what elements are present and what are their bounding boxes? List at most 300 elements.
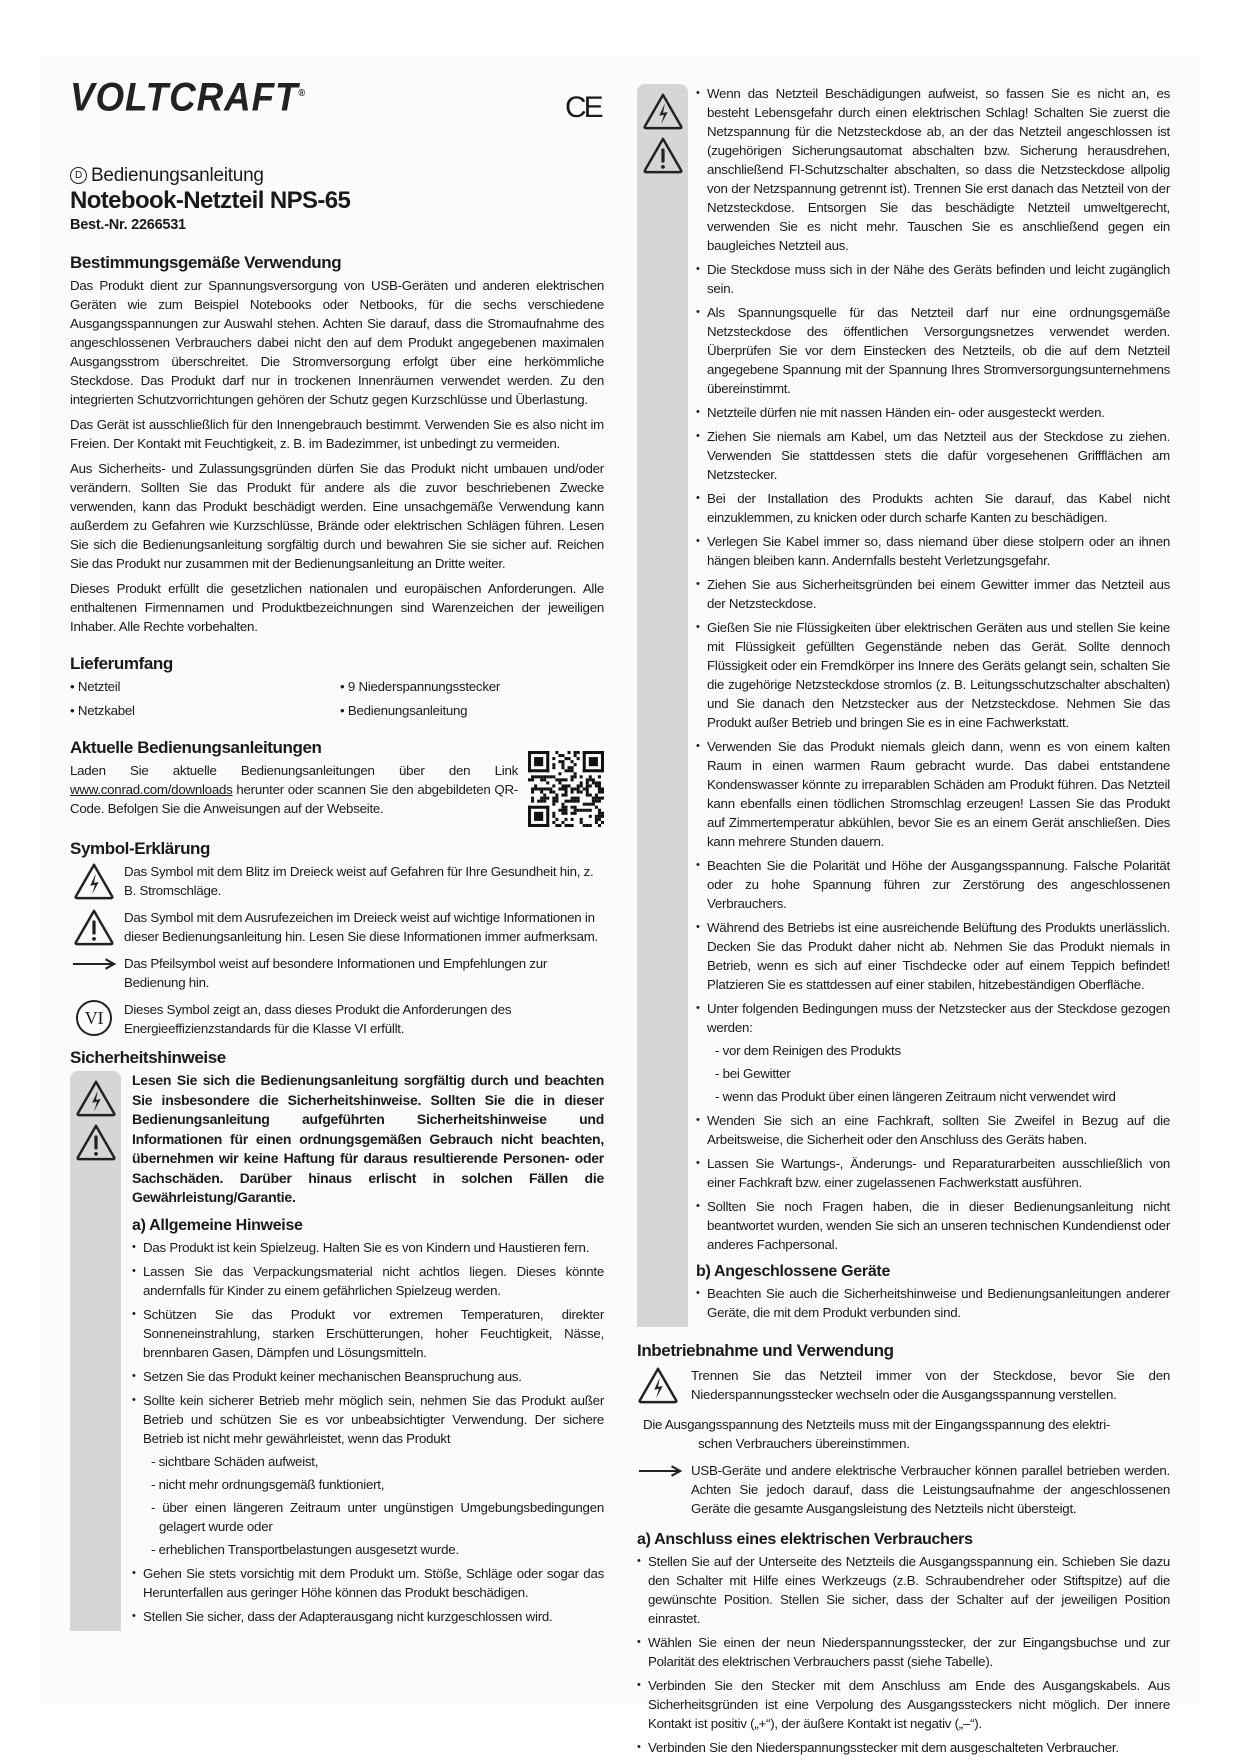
qr-module bbox=[546, 787, 549, 790]
list-item-text: Verwenden Sie das Produkt niemals gleich dann, wenn es von einem kalten Raum in einen warmen Raum gebracht wurde. Das dabei entstandene Kondenswasser könnte zu irreparablen Schäden am Produkt führen. Das Netzteil kann ebenfalls einen tödlichen Stromschlag erzeugen! Lassen Sie das Produkt auf Zimmertemperatur abkühlen, bevor Sie es an einem Gerät anschließen. Dies kann mehrere Stunden dauern. bbox=[707, 739, 1170, 849]
qr-module bbox=[534, 784, 537, 787]
qr-module bbox=[564, 794, 567, 797]
qr-module bbox=[598, 815, 601, 818]
qr-module bbox=[561, 754, 564, 757]
qr-module bbox=[561, 778, 564, 781]
qr-module bbox=[571, 818, 574, 821]
qr-module bbox=[586, 824, 589, 827]
qr-module bbox=[589, 784, 592, 787]
list-item bbox=[696, 532, 1170, 570]
qr-module bbox=[595, 806, 598, 809]
qr-module bbox=[589, 809, 592, 812]
qr-module bbox=[589, 757, 598, 766]
qr-module bbox=[583, 751, 586, 772]
list-item-text: Während des Betriebs ist eine ausreichende Belüftung des Produkts unerlässlich. Decken Sie das Produkt daher nicht ab. Nehmen Sie das Produkt niemals in Betrieb, wenn es sich auf einer Tischdecke oder auf einem Teppich befindet! Platzieren Sie es stattdessen auf einer stabilen, hitzebeständigen Oberfläche. bbox=[707, 920, 1170, 992]
list-item bbox=[637, 1552, 1170, 1628]
qr-module bbox=[552, 821, 555, 824]
qr-module bbox=[598, 809, 601, 812]
qr-module bbox=[552, 800, 555, 803]
section-heading-operation: Inbetriebnahme und Verwendung bbox=[637, 1341, 894, 1360]
qr-module bbox=[598, 784, 601, 787]
qr-module bbox=[583, 787, 586, 790]
qr-module bbox=[552, 775, 555, 778]
qr-module bbox=[580, 818, 583, 821]
qr-module bbox=[540, 791, 543, 794]
qr-module bbox=[555, 800, 558, 803]
qr-module bbox=[583, 751, 604, 754]
list-item-text: Gießen Sie nie Flüssigkeiten über elektrischen Geräten aus und stellen Sie keine mit Flüssigkeit gefüllten Gegenstände neben das Gerät. Sollte dennoch Flüssigkeit oder ein Fremdkörper ins Innere des Geräts gelangt sein, schalten Sie die zugehörige Netzsteckdose stromlos (z. B. Leitungsschutzschalter abschalten) und Sie danach den Netzstecker aus der Netzsteckdose. Nehmen Sie das Produkt außer Betrieb und bringen Sie es in eine Fachwerkstatt. bbox=[707, 620, 1170, 730]
qr-module bbox=[574, 797, 577, 800]
list-item-text: Ziehen Sie niemals am Kabel, um das Netzteil aus der Steckdose zu ziehen. Verwenden Sie stattdessen stets die dafür vorgesehenen Griffflächen am Netzstecker. bbox=[707, 429, 1170, 482]
manuals-text bbox=[70, 761, 518, 821]
qr-module bbox=[580, 821, 583, 824]
qr-module bbox=[561, 787, 564, 790]
qr-module bbox=[586, 809, 589, 812]
list-item bbox=[696, 403, 1170, 422]
qr-module bbox=[574, 763, 577, 766]
list-item bbox=[132, 1607, 604, 1626]
section-heading-symbols: Symbol-Erklärung bbox=[70, 839, 211, 858]
delivery-item: • Netzteil bbox=[70, 677, 340, 696]
qr-module bbox=[595, 781, 598, 784]
qr-module bbox=[534, 812, 543, 821]
qr-module bbox=[564, 791, 567, 794]
qr-module bbox=[558, 787, 561, 790]
qr-module bbox=[586, 778, 589, 781]
qr-module bbox=[589, 778, 592, 781]
qr-module bbox=[564, 778, 567, 781]
delivery-item: • Netzkabel bbox=[70, 701, 340, 720]
qr-module bbox=[571, 760, 574, 763]
qr-module bbox=[552, 763, 555, 766]
list-item-text: Stellen Sie sicher, dass der Adapterausgang nicht kurzgeschlossen wird. bbox=[143, 1608, 553, 1624]
qr-module bbox=[531, 775, 534, 778]
qr-module bbox=[552, 791, 555, 794]
qr-module bbox=[561, 821, 564, 824]
section-heading-manuals: Aktuelle Bedienungsanleitungen bbox=[70, 738, 322, 757]
list-item bbox=[696, 618, 1170, 732]
general-notes-list-continued bbox=[696, 84, 1170, 1254]
arrow-icon bbox=[637, 1464, 683, 1478]
qr-module bbox=[574, 751, 577, 754]
list-item-text: Beachten Sie die Polarität und Höhe der Ausgangsspannung. Falsche Polarität oder zu hohe Spannung führen zur Zerstörung des angeschlossenen Verbrauchers. bbox=[707, 858, 1170, 911]
energy-class-vi-icon: VI bbox=[76, 1000, 112, 1036]
section-heading-safety: Sicherheitshinweise bbox=[70, 1048, 226, 1067]
list-item-text: Lassen Sie Wartungs-, Änderungs- und Reparaturarbeiten ausschließlich von einer Fachkraft bzw. einer zugelassenen Fachwerkstatt ausführen. bbox=[707, 1156, 1170, 1190]
qr-module bbox=[558, 824, 561, 827]
qr-module bbox=[561, 809, 564, 812]
sub-list-item: - erheblichen Transportbelastungen ausgesetzt wurde. bbox=[151, 1541, 459, 1557]
list-item bbox=[696, 1284, 1170, 1322]
qr-module bbox=[580, 791, 583, 794]
qr-module bbox=[568, 757, 571, 760]
qr-module bbox=[568, 824, 571, 827]
qr-module bbox=[546, 775, 549, 778]
qr-module bbox=[531, 800, 534, 803]
exclamation-triangle-icon bbox=[642, 136, 684, 174]
qr-module bbox=[561, 784, 564, 787]
qr-module bbox=[571, 824, 574, 827]
qr-module bbox=[531, 778, 534, 781]
list-item bbox=[637, 1738, 1170, 1757]
qr-module bbox=[601, 797, 604, 800]
qr-module bbox=[595, 815, 598, 818]
qr-module bbox=[577, 800, 580, 803]
symbol-item bbox=[70, 908, 604, 946]
sub-list bbox=[143, 1452, 604, 1559]
warning-text: Trennen Sie das Netzteil immer von der Steckdose, bevor Sie den Niederspannungsstecker wechseln oder die Ausgangsspannung verstellen. bbox=[691, 1368, 1170, 1402]
qr-module bbox=[595, 784, 598, 787]
qr-module bbox=[598, 818, 601, 821]
subheading-connect: a) Anschluss eines elektrischen Verbrauchers bbox=[637, 1531, 973, 1548]
qr-module bbox=[543, 778, 546, 781]
qr-module bbox=[564, 787, 567, 790]
qr-module bbox=[546, 797, 549, 800]
qr-module bbox=[564, 824, 567, 827]
operation-section bbox=[637, 1341, 1170, 1757]
qr-module bbox=[571, 797, 574, 800]
qr-module bbox=[586, 781, 589, 784]
manuals-text-before: Laden Sie aktuelle Bedienungsanleitungen über den Link bbox=[70, 763, 518, 778]
qr-module bbox=[564, 757, 567, 760]
page-title: Notebook-Netzteil NPS-65 bbox=[70, 187, 351, 214]
list-item bbox=[696, 856, 1170, 913]
qr-module bbox=[580, 809, 583, 812]
exclamation-triangle-icon bbox=[75, 1123, 117, 1161]
qr-module bbox=[537, 775, 540, 778]
ce-mark: CE bbox=[565, 91, 601, 124]
operation-note bbox=[637, 1415, 1170, 1453]
qr-module bbox=[574, 812, 577, 815]
qr-module bbox=[552, 766, 555, 769]
qr-module bbox=[540, 797, 543, 800]
paragraph: Aus Sicherheits- und Zulassungsgründen dürfen Sie das Produkt nicht umbauen und/oder verändern. Sollten Sie das Produkt für andere als die zuvor beschriebenen Zwecke verwenden, kann das Produkt beschädigt werden. Eine unsachgemäße Verwendung kann außerdem zu Gefahren wie Kurzschlüsse, Brände oder elektrischen Schlägen führen. Lesen Sie sich die Bedienungsanleitung sorgfältig durch und bewahren Sie sie sicher auf. Reichen Sie das Produkt nur zusammen mit der Bedienungsanleitung an Dritte weiter. bbox=[70, 461, 604, 571]
qr-module bbox=[528, 751, 531, 772]
qr-module bbox=[571, 778, 574, 781]
qr-module bbox=[528, 751, 549, 754]
qr-module bbox=[528, 824, 549, 827]
sub-list-item: - nicht mehr ordnungsgemäß funktioniert, bbox=[151, 1476, 385, 1492]
qr-module bbox=[564, 800, 567, 803]
operation-warning bbox=[637, 1366, 1170, 1409]
list-item bbox=[132, 1367, 604, 1386]
symbol-description: Das Symbol mit dem Blitz im Dreieck weist auf Gefahren für Ihre Gesundheit hin, z. B. Stromschläge. bbox=[124, 864, 594, 898]
qr-module bbox=[564, 784, 567, 787]
list-item bbox=[696, 999, 1170, 1106]
list-item-text: Wählen Sie einen der neun Niederspannungsstecker, der zur Eingangsbuchse und zur Polarität des elektrischen Verbrauchers passt (siehe Tabelle). bbox=[648, 1635, 1170, 1669]
qr-module bbox=[571, 791, 574, 794]
qr-module bbox=[586, 787, 589, 790]
sub-list-item: - über einen längeren Zeitraum unter ungünstigen Umgebungsbedingungen gelagert wurde oder bbox=[151, 1499, 604, 1534]
list-item-text: Wenn das Netzteil Beschädigungen aufweist, so fassen Sie es nicht an, es besteht Lebensgefahr durch einen elektrischen Schlag! Schalten Sie zuerst die Netzspannung für die Netzsteckdose ab, an der das Netzteil angeschlossen ist (zugehörigen Sicherungsautomat abschalten bzw. Sicherung herausdrehen, anschließend FI-Schutzschalter abschalten, so dass die Netzsteckdose allpolig von der Netzspannung getrennt ist). Trennen Sie erst danach das Netzteil von der Netzsteckdose. Entsorgen Sie das beschädigte Netzteil umweltgerecht, verwenden Sie es nicht mehr. Tauschen Sie es anschließend gegen ein baugleiches Netzteil aus. bbox=[707, 86, 1170, 253]
qr-module bbox=[598, 775, 601, 778]
qr-module bbox=[564, 806, 567, 809]
qr-module bbox=[543, 775, 546, 778]
qr-module bbox=[552, 784, 555, 787]
list-item-text: Sollten Sie noch Fragen haben, die in dieser Bedienungsanleitung nicht beantwortet wurden, wenden Sie sich an unseren technischen Kundendienst oder anderes Fachpersonal. bbox=[707, 1199, 1170, 1252]
qr-module bbox=[564, 809, 567, 812]
qr-module bbox=[571, 775, 574, 778]
qr-module bbox=[531, 791, 534, 794]
qr-module bbox=[586, 784, 589, 787]
qr-module bbox=[574, 806, 577, 809]
sub-list-item: - vor dem Reinigen des Produkts bbox=[715, 1043, 901, 1058]
qr-module bbox=[595, 818, 598, 821]
qr-module bbox=[543, 794, 546, 797]
list-item-text: Als Spannungsquelle für das Netzteil darf nur eine ordnungsgemäße Netzsteckdose des öffentlichen Versorgungsnetzes verwendet werden. Überprüfen Sie vor dem Einstecken des Netzteils, ob die auf dem Netzteil angegebene Spannung mit der Spannung Ihres Stromversorgungsunternehmens übereinstimmt. bbox=[707, 305, 1170, 396]
qr-module bbox=[574, 775, 577, 778]
voltcraft-logo bbox=[70, 75, 561, 130]
tip-text: USB-Geräte und andere elektrische Verbraucher können parallel betrieben werden. Achten Sie jedoch darauf, dass die Leistungsaufnahme der angeschlossenen Geräte die gesamte Ausgangsleistung des Netzteils nicht übersteigt. bbox=[691, 1463, 1170, 1516]
paragraph: Das Gerät ist ausschließlich für den Innengebrauch bestimmt. Verwenden Sie es also nicht im Freien. Der Kontakt mit Feuchtigkeit, z. B. im Badezimmer, ist unbedingt zu vermeiden. bbox=[70, 417, 604, 451]
qr-module bbox=[561, 812, 564, 815]
qr-module bbox=[571, 787, 574, 790]
sub-list-item: - bei Gewitter bbox=[715, 1066, 791, 1081]
list-item bbox=[696, 1111, 1170, 1149]
subheading-general: a) Allgemeine Hinweise bbox=[132, 1216, 303, 1234]
qr-module bbox=[601, 751, 604, 772]
delivery-item: • Bedienungsanleitung bbox=[340, 701, 600, 720]
qr-module bbox=[598, 791, 601, 794]
language-badge-icon: D bbox=[70, 167, 87, 184]
list-item bbox=[696, 303, 1170, 398]
qr-module bbox=[589, 815, 592, 818]
qr-module bbox=[561, 760, 564, 763]
delivery-list bbox=[70, 677, 604, 720]
general-notes-list bbox=[132, 1238, 604, 1626]
qr-module bbox=[540, 778, 543, 781]
qr-module bbox=[540, 787, 543, 790]
qr-module bbox=[583, 803, 586, 806]
list-item-text: Unter folgenden Bedingungen muss der Netzstecker aus der Steckdose gezogen werden: bbox=[707, 1001, 1170, 1035]
qr-module bbox=[601, 812, 604, 815]
qr-module bbox=[564, 812, 567, 815]
qr-module bbox=[561, 803, 564, 806]
qr-module bbox=[552, 757, 555, 760]
list-item bbox=[637, 1676, 1170, 1733]
symbol-description: Das Pfeilsymbol weist auf besondere Informationen und Empfehlungen zur Bedienung hin. bbox=[124, 956, 548, 990]
qr-module bbox=[555, 797, 558, 800]
qr-module bbox=[577, 809, 580, 812]
doc-type-label: Bedienungsanleitung bbox=[91, 165, 264, 186]
subheading-devices: b) Angeschlossene Geräte bbox=[696, 1263, 891, 1280]
section-heading-intended-use: Bestimmungsgemäße Verwendung bbox=[70, 253, 342, 272]
qr-module bbox=[577, 787, 580, 790]
qr-module bbox=[598, 797, 601, 800]
qr-module bbox=[574, 809, 577, 812]
qr-module bbox=[546, 751, 549, 772]
sub-list bbox=[707, 1041, 1170, 1106]
qr-module bbox=[601, 787, 604, 790]
list-item-text: Ziehen Sie aus Sicherheitsgründen bei einem Gewitter immer das Netzteil aus der Netzsteckdose. bbox=[707, 577, 1170, 611]
lightning-triangle-icon bbox=[637, 1366, 679, 1404]
qr-module bbox=[574, 772, 577, 775]
qr-module bbox=[549, 775, 552, 778]
qr-module bbox=[543, 797, 546, 800]
list-item-text: Schützen Sie das Produkt vor extremen Temperaturen, direkter Sonneneinstrahlung, starken Erschütterungen, hoher Feuchtigkeit, Nässe, brennbaren Gasen, Dämpfen und Lösungsmitteln. bbox=[143, 1306, 604, 1360]
qr-module bbox=[564, 818, 567, 821]
qr-module bbox=[568, 766, 571, 769]
list-item bbox=[696, 918, 1170, 994]
connect-steps-list bbox=[637, 1552, 1170, 1757]
qr-module bbox=[583, 809, 586, 812]
list-item bbox=[132, 1391, 604, 1559]
lightning-triangle-icon bbox=[73, 862, 115, 900]
qr-module bbox=[595, 821, 598, 824]
qr-module bbox=[543, 800, 546, 803]
qr-module bbox=[531, 797, 534, 800]
qr-module bbox=[558, 809, 561, 812]
qr-module bbox=[558, 754, 561, 757]
paragraph: Dieses Produkt erfüllt die gesetzlichen nationalen und europäischen Anforderungen. Alle enthaltenen Firmennamen und Produktbezeichnungen sind Warenzeichen der jeweiligen Inhaber. Alle Rechte vorbehalten. bbox=[70, 581, 604, 634]
qr-module bbox=[568, 800, 571, 803]
qr-module bbox=[580, 781, 583, 784]
qr-module bbox=[561, 766, 564, 769]
left-column bbox=[70, 75, 604, 1631]
qr-module bbox=[540, 775, 543, 778]
qr-module bbox=[531, 787, 534, 790]
qr-module bbox=[534, 787, 537, 790]
intended-use-text bbox=[70, 276, 604, 636]
qr-module bbox=[595, 800, 598, 803]
lightning-triangle-icon bbox=[642, 92, 684, 130]
qr-module bbox=[549, 787, 552, 790]
list-item bbox=[132, 1262, 604, 1300]
paragraph: Das Produkt dient zur Spannungsversorgung von USB-Geräten und anderen elektrischen Geräten wie zum Beispiel Notebooks oder Netbooks, für die sechs verschiedene Ausgangsspannungen zur Auswahl stehen. Achten Sie darauf, dass die Stromaufnahme des angeschlossenen Verbrauchers dabei nicht den auf dem Produkt angegebenen maximalen Ausgangsstrom überschreitet. Die Stromversorgung erfolgt über eine herkömmliche Steckdose. Das Produkt darf nur in trockenen Innenräumen verwendet werden. Zu den integrierten Schutzvorrichtungen gehören der Schutz gegen Kurzschlüsse und Überlastung. bbox=[70, 278, 604, 407]
qr-module bbox=[586, 791, 589, 794]
list-item bbox=[696, 84, 1170, 255]
list-item-text: Stellen Sie auf der Unterseite des Netzteils die Ausgangsspannung ein. Schieben Sie dazu den Schalter mit Hilfe eines Werkzeugs (z.B. Schraubendreher oder Stiftspitze) auf die gewünschte Position. Stellen Sie sicher, dass der Schalter auf der jeweiligen Position einrastet. bbox=[648, 1554, 1170, 1626]
qr-module bbox=[571, 812, 574, 815]
order-number: Best.-Nr. 2266531 bbox=[70, 217, 186, 233]
qr-module bbox=[561, 806, 564, 809]
manuals-section bbox=[70, 761, 604, 827]
list-item-text: Wenden Sie sich an eine Fachkraft, sollten Sie Zweifel in Bezug auf die Arbeitsweise, die Sicherheit oder den Anschluss des Geräts haben. bbox=[707, 1113, 1170, 1147]
qr-module bbox=[568, 769, 571, 772]
qr-module bbox=[598, 787, 601, 790]
safety-box bbox=[70, 1071, 604, 1631]
qr-module bbox=[577, 751, 580, 754]
qr-module bbox=[577, 784, 580, 787]
qr-module bbox=[552, 797, 555, 800]
list-item bbox=[132, 1305, 604, 1362]
qr-module bbox=[528, 778, 531, 781]
list-item-text: Das Produkt ist kein Spielzeug. Halten Sie es von Kindern und Haustieren fern. bbox=[143, 1239, 590, 1255]
qr-module bbox=[549, 791, 552, 794]
qr-module bbox=[558, 781, 561, 784]
list-item bbox=[132, 1238, 604, 1257]
qr-module bbox=[555, 778, 558, 781]
qr-module bbox=[589, 824, 592, 827]
symbol-description: Das Symbol mit dem Ausrufezeichen im Dreieck weist auf wichtige Informationen in dieser Bedienungsanleitung hin. Lesen Sie diese Informationen immer aufmerksam. bbox=[124, 910, 598, 944]
qr-module bbox=[571, 766, 574, 769]
registered-mark: ® bbox=[298, 88, 307, 99]
qr-module bbox=[568, 751, 571, 754]
qr-module bbox=[574, 787, 577, 790]
section-heading-delivery: Lieferumfang bbox=[70, 654, 173, 673]
qr-module bbox=[555, 818, 558, 821]
qr-module bbox=[586, 794, 589, 797]
qr-module bbox=[592, 797, 595, 800]
qr-module bbox=[555, 824, 558, 827]
exclamation-triangle-icon bbox=[73, 908, 115, 946]
qr-module bbox=[601, 791, 604, 794]
list-item bbox=[696, 427, 1170, 484]
note-line: Die Ausgangsspannung des Netzteils muss mit der Eingangsspannung des elektri- bbox=[643, 1417, 1111, 1432]
doc-type bbox=[70, 166, 604, 185]
qr-module bbox=[552, 815, 555, 818]
operation-tip bbox=[637, 1461, 1170, 1518]
qr-module bbox=[598, 812, 601, 815]
list-item-text: Sollte kein sicherer Betrieb mehr möglich sein, nehmen Sie das Produkt außer Betrieb und schützen Sie es vor unbeabsichtigter Verwendung. Der sichere Betrieb ist nicht mehr gewährleistet, wenn das Produkt bbox=[143, 1392, 604, 1446]
right-column bbox=[637, 84, 1170, 1762]
qr-module bbox=[552, 803, 555, 806]
qr-module bbox=[546, 806, 549, 827]
qr-module bbox=[574, 800, 577, 803]
qr-module bbox=[577, 791, 580, 794]
list-item-text: Bei der Installation des Produkts achten Sie darauf, das Kabel nicht einzuklemmen, zu knicken oder durch scharfe Kanten zu beschädigen. bbox=[707, 491, 1170, 525]
qr-module bbox=[571, 800, 574, 803]
list-item-text: Gehen Sie stets vorsichtig mit dem Produkt um. Stöße, Schläge oder sogar das Herunterfallen aus geringer Höhe können das Produkt beschädigen. bbox=[143, 1565, 604, 1600]
sub-list-item: - wenn das Produkt über einen längeren Zeitraum nicht verwendet wird bbox=[715, 1089, 1116, 1104]
qr-module bbox=[555, 751, 558, 754]
qr-module bbox=[577, 797, 580, 800]
qr-module bbox=[537, 800, 540, 803]
qr-module bbox=[592, 800, 595, 803]
warning-sidebar bbox=[70, 1071, 121, 1631]
delivery-item: • 9 Niederspannungsstecker bbox=[340, 677, 600, 696]
list-item-text: Verbinden Sie den Stecker mit dem Anschluss am Ende des Ausgangskabels. Aus Sicherheitsgründen ist eine Verpolung des Ausgangssteckers nicht möglich. Der innere Kontakt ist positiv („+“), der äußere Kontakt ist negativ („–“). bbox=[648, 1678, 1170, 1731]
list-item bbox=[132, 1564, 604, 1602]
symbol-description: Dieses Symbol zeigt an, dass dieses Produkt die Anforderungen des Energieeffizienzstandards für die Klasse VI erfüllt. bbox=[124, 1002, 512, 1036]
qr-module bbox=[546, 781, 549, 784]
qr-module bbox=[589, 775, 592, 778]
qr-module bbox=[558, 760, 561, 763]
qr-module bbox=[571, 769, 574, 772]
qr-code[interactable] bbox=[528, 751, 604, 827]
qr-module bbox=[571, 806, 574, 809]
qr-module bbox=[592, 781, 595, 784]
qr-module bbox=[528, 806, 549, 809]
list-item-text: Verlegen Sie Kabel immer so, dass niemand über diese stolpern oder an ihnen hängen bleiben kann. Andernfalls besteht Verletzungsgefahr. bbox=[707, 534, 1170, 568]
qr-module bbox=[528, 806, 531, 827]
qr-module bbox=[528, 769, 549, 772]
sub-list-item: - sichtbare Schäden aufweist, bbox=[151, 1453, 319, 1469]
symbol-item bbox=[70, 1000, 604, 1038]
symbol-item bbox=[70, 954, 604, 992]
list-item-text: Lassen Sie das Verpackungsmaterial nicht achtlos liegen. Dieses könnte andernfalls für Kinder zu einem gefährlichen Spielzeug werden. bbox=[143, 1263, 604, 1298]
qr-module bbox=[586, 803, 589, 806]
qr-module bbox=[558, 772, 561, 775]
qr-module bbox=[564, 769, 567, 772]
arrow-icon bbox=[71, 957, 117, 971]
qr-module bbox=[561, 794, 564, 797]
qr-module bbox=[561, 763, 564, 766]
qr-module bbox=[534, 775, 537, 778]
qr-module bbox=[543, 787, 546, 790]
qr-module bbox=[595, 794, 598, 797]
list-item-text: Die Steckdose muss sich in der Nähe des Geräts befinden und leicht zugänglich sein. bbox=[707, 262, 1170, 296]
qr-module bbox=[583, 824, 586, 827]
list-item bbox=[696, 260, 1170, 298]
devices-list bbox=[696, 1284, 1170, 1322]
qr-module bbox=[558, 778, 561, 781]
qr-module bbox=[598, 800, 601, 803]
qr-module bbox=[580, 784, 583, 787]
list-item-text: Verbinden Sie den Niederspannungsstecker mit dem ausgeschalteten Verbraucher. bbox=[648, 1740, 1119, 1755]
downloads-link[interactable]: www.conrad.com/downloads bbox=[70, 782, 233, 797]
qr-module bbox=[583, 769, 604, 772]
